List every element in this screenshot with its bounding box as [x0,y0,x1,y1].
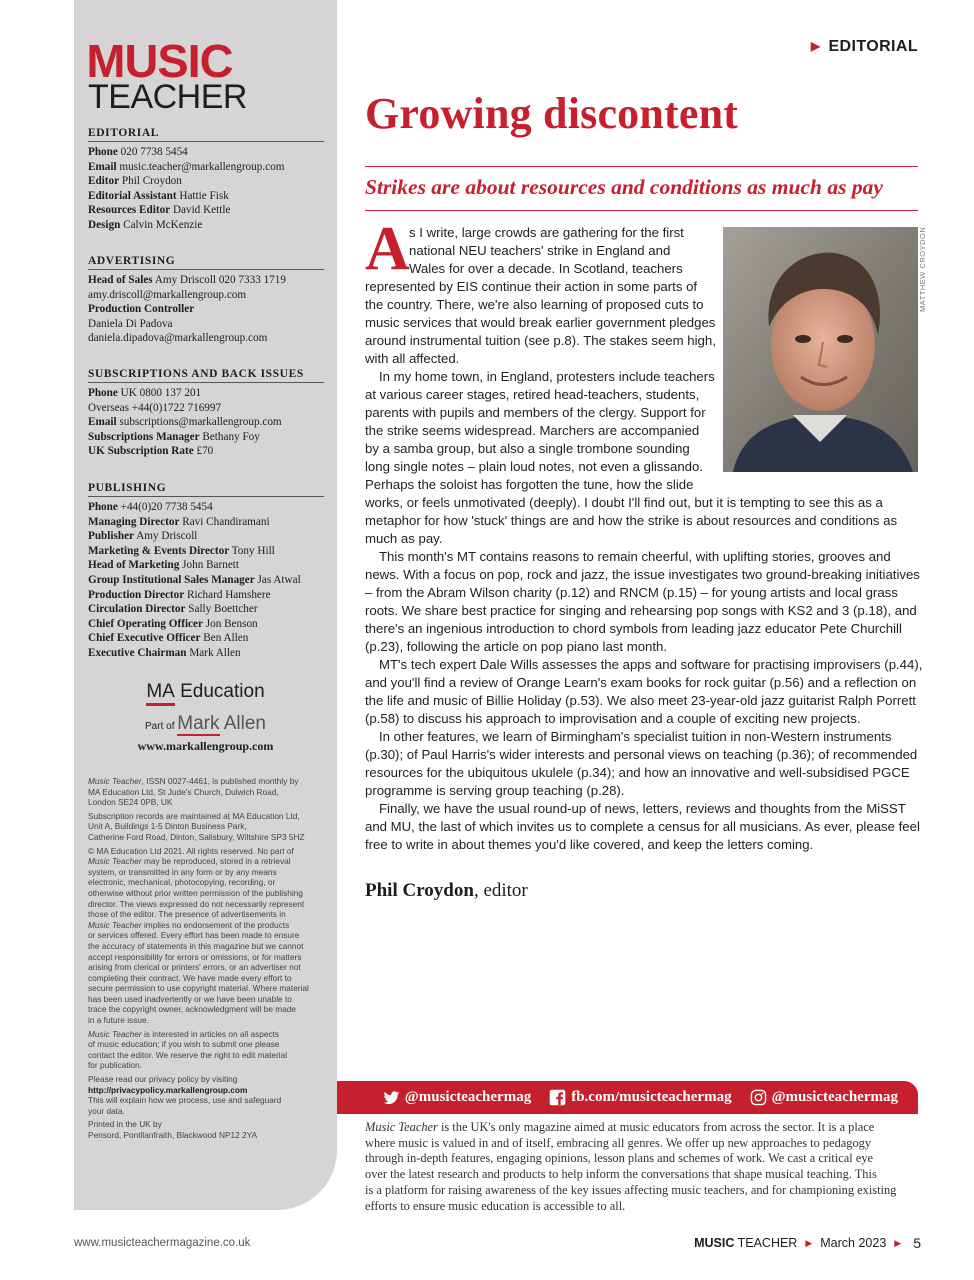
editorial-contacts [88,127,324,233]
body-line: around instrumental tuition (see p.8). The stakes seem high, [365,333,716,348]
social-media-bar [337,1081,918,1114]
contact-line: Circulation Director Sally Boettcher [88,603,258,616]
section-heading: ADVERTISING [88,255,324,270]
subscriptions-contacts [88,368,324,459]
contact-line: amy.driscoll@markallengroup.com [88,288,247,301]
contact-line: Subscriptions Manager Bethany Foy [88,430,260,443]
mark-allen-website-link[interactable]: www.markallengroup.com [137,739,274,753]
body-line: and you'll find a review of Orange Learn's exam books for rock guitar (p.56) and a reflection on [365,675,917,690]
subscription-records-info: Subscription records are maintained at MA Education Ltd, Unit A, Buildings 1-5 Dinton Business Park, Catherine Ford Road, Dinton, Salisbury, Wiltshire SP3 5HZ [88,810,305,842]
part-of-mark-allen-logo: Part of Mark Allen [145,713,266,734]
contact-line: Daniela Di Padova [88,317,173,330]
divider [365,166,918,167]
triangle-icon: ▶ [805,1237,813,1248]
body-line: (p.58) to discuss his approach to improvisation and a couple of exciting new projects. [365,711,861,726]
contact-line: Head of Sales Amy Driscoll 020 7333 1719 [88,274,286,286]
publication-info: Music Teacher, ISSN 0027-4461, is published monthly by MA Education Ltd, St Jude's Church, Dulwich Road, London SE24 0PB, UK [88,776,299,808]
headline: Growing discontent [365,89,739,138]
ma-education-logo: MA Education [146,681,265,702]
contact-line: Production Director Richard Hamshere [88,588,271,601]
page-number: 5 [913,1235,921,1251]
submissions-info: Music Teacher is interested in articles on all aspects of music education; if you wish to submit one please contact the editor. We reserve the right to edit material for publication. [88,1028,288,1071]
contact-line: Chief Executive Officer Ben Allen [88,632,249,645]
facebook-link[interactable]: fb.com/musicteachermag [549,1089,731,1106]
signature: Phil Croydon, editor [365,880,528,901]
body-line: long single notes – plain loud notes, not even a glissando. [365,459,703,474]
masthead-sidebar [74,0,337,1210]
triangle-icon: ▶ [894,1237,902,1248]
footer-website-link[interactable]: www.musicteachermagazine.co.uk [74,1237,251,1249]
about-magazine: Music Teacher is the UK's only magazine aimed at music educators from across the sector. It is a place where music is valued in and of itself, embracing all genres. We offer up new approaches to pedagogy through in-depth features, engaging opinions, lesson plans and schemes of work. We cast a critical eye over the latest research and products to help inform the conversations that shape musical teaching. This is a platform for raising awareness of the key issues affecting music teachers, and for championing existing efforts to ensure music education is accessible to all. [365,1120,897,1213]
body-line: and MU, the last of which invites us to complete a census for all musicians. As ever, please feel [365,819,920,834]
instagram-link[interactable]: @musicteachermag [750,1089,898,1106]
body-line: (p.30); of Paul Harris's wider interests and personal views on teaching (p.36); of recommended [365,747,918,762]
body-line: music services that would break earlier government pledges [365,315,716,330]
section-heading: SUBSCRIPTIONS AND BACK ISSUES [88,368,324,383]
body-line: news. With a focus on pop, rock and jazz, the issue investigates two ground-breaking initiatives [365,567,920,582]
contact-line: Phone +44(0)20 7738 5454 [88,501,213,513]
contact-line: UK Subscription Rate £70 [88,445,214,458]
music-teacher-logo: MUSIC TEACHER [86,35,247,116]
body-line: by a samba group, but also a single trombone sounding [365,441,690,456]
body-line: the life and music of Billie Holiday (p.53). We also meet 23-year-old jazz guitarist Ralph Porrett [365,693,916,708]
body-line: the strike seems widespread. Marchers are accompanied [365,423,700,438]
contact-line: Marketing & Events Director Tony Hill [88,544,275,557]
body-line: the country. There, we're also learning of proposed cuts to [365,297,704,312]
twitter-icon [383,1089,400,1106]
contact-line: Executive Chairman Mark Allen [88,646,241,659]
body-line: Finally, we have the usual round-up of news, letters, reviews and thoughts from the MiSST [379,801,906,816]
copyright-notice: © MA Education Ltd 2021. All rights reserved. No part of Music Teacher may be reproduced, stored in a retrieval system, or transmitted in any form or by any means electronic, mechanical, photocopying, recording, or otherwise without prior written permission of the publishing director. The views expressed do not necessarily represent those of the editor. The presence of advertisements in Music Teacher implies no endorsement of the products or services offered. Every effort has been made to ensure the accuracy of statements in this magazine but we cannot accept responsibility for errors or omissions, or for matters arising from clerical or printers' errors, or an advertiser not completing their contract. We have made every effort to secure permission to use copyright material. Where material has been used inadvertently or we have been unable to trace the copyright owner, acknowledgment will be made in a future issue. [88,845,309,1026]
photo-credit: MATTHEW CROYDON [918,227,927,313]
contact-line: Publisher Amy Driscoll [88,530,198,543]
body-line: there's an ingenious introduction to chord symbols from leading jazz educator Pete Churchill [365,621,902,636]
footer-magazine-name: MUSIC TEACHER [694,1236,798,1250]
body-line: works, or feels unmotivated (deeply). I doubt I'll find out, but it is tempting to see this as a [365,495,883,510]
body-line: represented by EIS continue their action in some parts of [365,279,698,294]
divider [365,210,918,211]
triangle-icon: ▶ [810,39,821,53]
body-line: programme is serving group teaching (p.28). [365,783,625,798]
instagram-icon [750,1089,767,1106]
body-line: In my home town, in England, protesters include teachers [379,369,715,384]
body-line: s I write, large crowds are gathering for the first [409,225,684,240]
contact-line: Chief Operating Officer Jon Benson [88,617,258,630]
contact-line: Managing Director Ravi Chandiramani [88,515,270,528]
section-heading: EDITORIAL [88,127,324,142]
contact-line: daniela.dipadova@markallengroup.com [88,332,268,345]
contact-line: Production Controller [88,303,195,316]
body-line: metaphor for how 'stuck' things are and how the strike is about resources and conditions as [365,513,898,528]
body-line: Wales for over a decade. In Scotland, teachers [409,261,683,276]
contact-line: Head of Marketing John Barnett [88,559,240,572]
body-line: much as pay. [365,531,443,546]
body-line: roots. We share best practice for singing and rehearsing pop songs with KS2 and 3 (p.18), and [365,603,917,618]
standfirst: Strikes are about resources and conditions as much as pay [365,175,883,199]
printer-info: Printed in the UK by Pensord, Pontllanfraith, Blackwood NP12 2YA [88,1119,258,1140]
body-line: This month's MT contains reasons to remain cheerful, with uplifting stories, grooves and [379,549,891,564]
twitter-link[interactable]: @musicteachermag [383,1089,531,1106]
body-line: (p.23), following the article on pop piano last month. [365,639,668,654]
page-folio [694,1235,921,1251]
body-line: parents with pupils and members of the clergy. Support for [365,405,706,420]
contact-line: Email subscriptions@markallengroup.com [88,416,282,429]
contact-line: Editor Phil Croydon [88,175,182,188]
body-line: – from the Abram Wilson charity (p.12) and RNCM (p.15) – for young artists and local grass [365,585,898,600]
contact-line: Email music.teacher@markallengroup.com [88,160,285,173]
contact-line: Group Institutional Sales Manager Jas Atwal [88,573,301,586]
privacy-policy-link[interactable]: http://privacypolicy.markallengroup.com [88,1084,248,1095]
body-line: resources for the ubiquitous ukulele (p.34); and how an innovative and well-subsidised PGCE [365,765,910,780]
publishing-contacts [88,482,324,661]
contact-line: Phone UK 0800 137 201 [88,387,202,399]
section-label: ▶ EDITORIAL [810,38,918,55]
section-heading: PUBLISHING [88,482,324,497]
contact-line: Overseas +44(0)1722 716997 [88,401,222,414]
body-line: Perhaps the soloist has forgotten the tune, how the slide [365,477,694,492]
body-line: In other features, we learn of Birmingham's specialist tuition in non-Western instruments [379,729,892,744]
contact-line: Editorial Assistant Hattie Fisk [88,189,229,202]
facebook-icon [549,1089,566,1106]
advertising-contacts [88,255,324,346]
issue-date: March 2023 [820,1236,887,1250]
contact-line: Resources Editor David Kettle [88,204,231,217]
legal-smallprint [88,776,326,1144]
body-line: national NEU teachers' strike in England and [409,243,671,258]
body-line: with all affected. [365,351,460,366]
contact-line: Phone 020 7738 5454 [88,146,188,158]
drop-cap: A [365,215,410,283]
privacy-info: Please read our privacy policy by visiting http://privacypolicy.markallengroup.com This will explain how we process, use and safeguard your data. [88,1074,282,1116]
body-line: MT's tech expert Dale Wills assesses the apps and software for practising improvisers (p.44), [379,657,923,672]
body-line: at various career stages, retired head-teachers, students, [365,387,700,402]
contact-line: Design Calvin McKenzie [88,218,203,231]
body-line: free to write in about themes you'd like covered, and keep the letters coming. [365,837,814,852]
